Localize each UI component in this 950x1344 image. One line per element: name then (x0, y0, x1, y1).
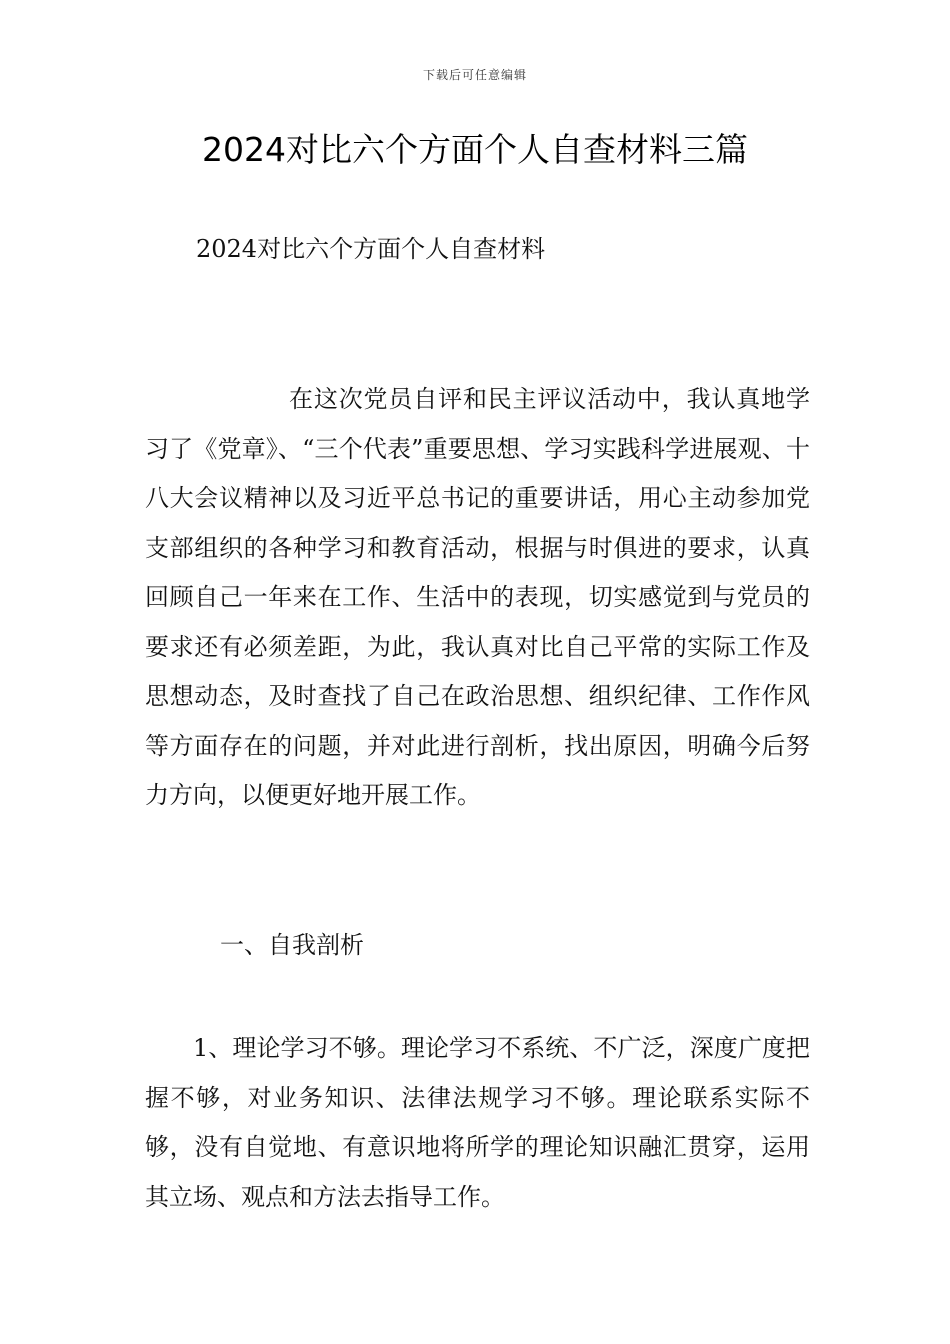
item-1-paragraph: 1、理论学习不够。理论学习不系统、不广泛，深度广度把握不够，对业务知识、法律法规学习不够。理论联系实际不够，没有自觉地、有意识地将所学的理论知识融汇贯穿，运用其立场、观点和方法去指导工作。 (145, 1034, 810, 1211)
document-title: 2024对比六个方面个人自查材料三篇 (202, 130, 748, 169)
document-subtitle: 2024对比六个方面个人自查材料 (196, 235, 546, 263)
download-note: 下载后可任意编辑 (422, 68, 527, 82)
section-heading-self-analysis: 一、自我剖析 (220, 931, 364, 959)
intro-paragraph: 在这次党员自评和民主评议活动中，我认真地学习了《党章》、“三个代表”重要思想、学习实践科学进展观、十八大会议精神以及习近平总书记的重要讲话，用心主动参加党支部组织的各种学习和教育活动，根据与时俱进的要求，认真回顾自己一年来在工作、生活中的表现，切实感觉到与党员的要求还有必须差距，为此，我认真对比自己平常的实际工作及思想动态，及时查找了自己在政治思想、组织纪律、工作作风等方面存在的问题，并对此进行剖析，找出原因，明确今后努力方向，以便更好地开展工作。 (145, 385, 810, 809)
